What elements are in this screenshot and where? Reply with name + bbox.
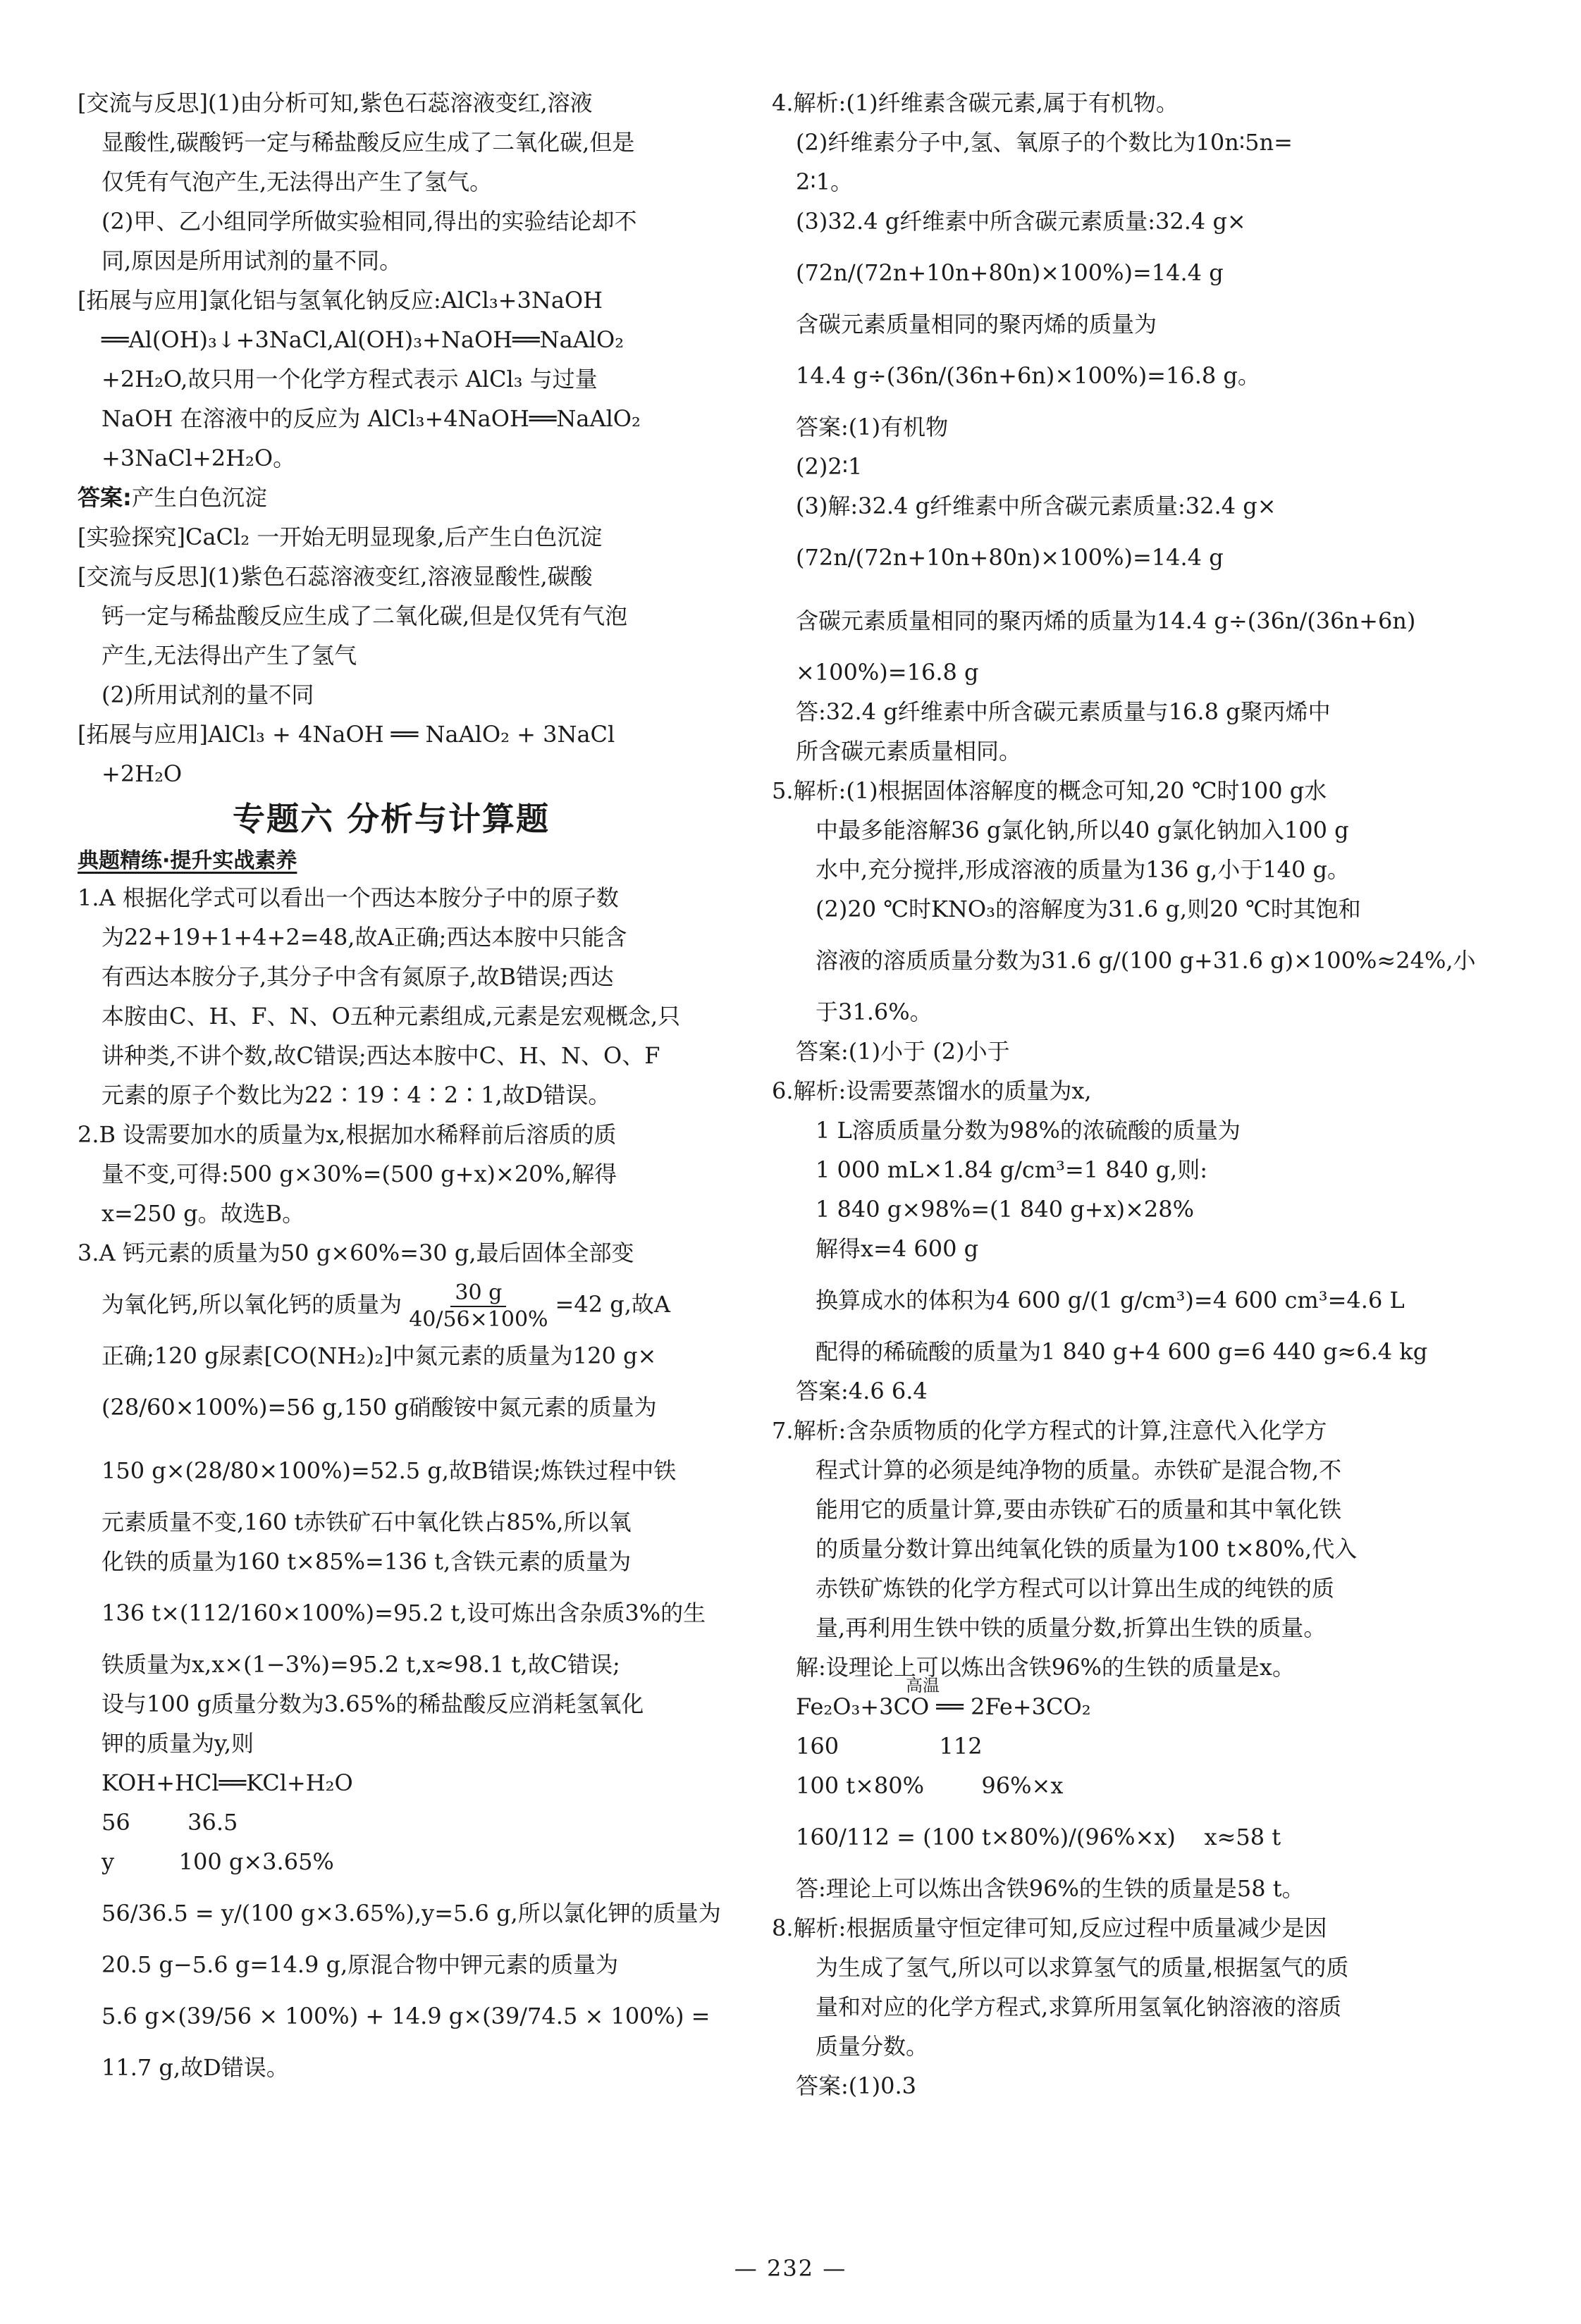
left-column	[78, 83, 721, 2087]
answer-line: 答案:(1)有机物	[796, 414, 949, 440]
question-8-line: 质量分数。	[816, 2033, 929, 2060]
question-2-line: 量不变,可得:500 g×30%=(500 g+x)×20%,解得	[101, 1161, 617, 1187]
answer-line: (72n/(72n+10n+80n)×100%)=14.4 g	[796, 544, 1224, 571]
text-line: NaOH 在溶液中的反应为 AlCl₃+4NaOH══NaAlO₂	[101, 405, 641, 432]
section-title: 专题六 分析与计算题	[232, 800, 550, 838]
question-3-line: 钾的质量为y,则	[101, 1730, 254, 1757]
question-6-line: 配得的稀硫酸的质量为1 840 g+4 600 g=6 440 g≈6.4 kg	[816, 1338, 1428, 1365]
question-7-line: 解:设理论上可以炼出含铁96%的生铁的质量是x。	[796, 1654, 1295, 1681]
answer-label: 答案:	[78, 484, 132, 511]
answer-line	[78, 478, 705, 517]
answer-line: +2H₂O	[101, 760, 183, 787]
question-4-line: (72n/(72n+10n+80n)×100%)=14.4 g	[796, 259, 1224, 286]
text-line: 仅凭有气泡产生,无法得出产生了氢气。	[101, 168, 493, 195]
answer-line: (3)解:32.4 g纤维素中所含碳元素质量:32.4 g×	[796, 493, 1277, 519]
text-span: 为氧化钙,所以氧化钙的质量为	[101, 1291, 402, 1318]
text-line: (2)甲、乙小组同学所做实验相同,得出的实验结论却不	[101, 208, 637, 235]
question-8-line: 为生成了氢气,所以可以求算氢气的质量,根据氢气的质	[816, 1954, 1349, 1981]
question-1-line: 1.A 根据化学式可以看出一个西达本胺分子中的原子数	[78, 884, 619, 911]
question-6-line: 换算成水的体积为4 600 g/(1 g/cm³)=4 600 cm³=4.6 L	[816, 1287, 1405, 1314]
fraction-denominator: 40/56×100%	[409, 1306, 548, 1332]
question-5-line: 于31.6%。	[816, 999, 933, 1025]
text-line: [拓展与应用]氯化铝与氢氧化钠反应:AlCl₃+3NaOH	[78, 287, 603, 314]
question-3-line: 150 g×(28/80×100%)=52.5 g,故B错误;炼铁过程中铁	[101, 1457, 677, 1484]
answer-line: 含碳元素质量相同的聚丙烯的质量为14.4 g÷(36n/(36n+6n)	[796, 607, 1416, 634]
question-6-line: 1 840 g×98%=(1 840 g+x)×28%	[816, 1196, 1195, 1223]
answer-line: 所含碳元素质量相同。	[796, 738, 1022, 765]
text-line: +3NaCl+2H₂O。	[101, 445, 296, 471]
answer-line: 答:理论上可以炼出含铁96%的生铁的质量是58 t。	[796, 1875, 1305, 1902]
question-2-line: 2.B 设需要加水的质量为x,根据加水稀释前后溶质的质	[78, 1121, 617, 1148]
answer-line: (2)2∶1	[796, 453, 863, 480]
question-3-line: 56/36.5 = y/(100 g×3.65%),y=5.6 g,所以氯化钾的质量为	[101, 1900, 721, 1927]
condition-label: 高温	[906, 1676, 940, 1695]
equation-line: KOH+HCl══KCl+H₂O	[101, 1769, 353, 1796]
question-3-line: 5.6 g×(39/56 × 100%) + 14.9 g×(39/74.5 × 100%) =	[101, 2003, 710, 2029]
question-1-line: 讲种类,不讲个数,故C错误;西达本胺中C、H、N、O、F	[101, 1042, 660, 1069]
question-1-line: 元素的原子个数比为22∶19∶4∶2∶1,故D错误。	[101, 1082, 611, 1108]
text-line: ══Al(OH)₃↓+3NaCl,Al(OH)₃+NaOH══NaAlO₂	[101, 326, 625, 353]
answer-line: 答案:4.6 6.4	[796, 1378, 928, 1404]
text-line: 同,原因是所用试剂的量不同。	[101, 247, 402, 274]
question-6-line: 1 000 mL×1.84 g/cm³=1 840 g,则:	[816, 1156, 1208, 1183]
equation-line: 100 t×80% 96%×x	[796, 1772, 1064, 1799]
text-line: [交流与反思](1)由分析可知,紫色石蕊溶液变红,溶液	[78, 89, 593, 116]
question-4-line: 14.4 g÷(36n/(36n+6n)×100%)=16.8 g。	[796, 362, 1260, 389]
answer-line: 答案:(1)0.3	[796, 2072, 917, 2099]
question-7-line: 量,再利用生铁中铁的质量分数,折算出生铁的质量。	[816, 1614, 1327, 1641]
answer-line: 答案:(1)小于 (2)小于	[796, 1038, 1010, 1065]
question-7-line: 能用它的质量计算,要由赤铁矿石的质量和其中氧化铁	[816, 1496, 1342, 1523]
equation-line: 56 36.5	[101, 1809, 238, 1836]
question-3-fraction-line	[78, 1273, 705, 1336]
question-3-line: 铁质量为x,x×(1−3%)=95.2 t,x≈98.1 t,故C错误;	[101, 1651, 620, 1678]
question-5-line: 溶液的溶质质量分数为31.6 g/(100 g+31.6 g)×100%≈24%,小	[816, 947, 1476, 974]
answer-line: 产生,无法得出产生了氢气	[101, 642, 357, 669]
answer-line: [实验探究]CaCl₂ 一开始无明显现象,后产生白色沉淀	[78, 524, 603, 550]
equation-text: Fe₂O₃+3CO ══ 2Fe+3CO₂	[796, 1693, 1091, 1720]
answer-line: 答:32.4 g纤维素中所含碳元素质量与16.8 g聚丙烯中	[796, 698, 1331, 725]
question-3-line: 20.5 g−5.6 g=14.9 g,原混合物中钾元素的质量为	[101, 1951, 619, 1978]
question-3-line: (28/60×100%)=56 g,150 g硝酸铵中氮元素的质量为	[101, 1394, 657, 1421]
text-span: =42 g,故A	[555, 1291, 671, 1318]
question-6-line: 1 L溶质质量分数为98%的浓硫酸的质量为	[816, 1117, 1241, 1144]
question-4-line: (3)32.4 g纤维素中所含碳元素质量:32.4 g×	[796, 208, 1246, 235]
equation-line	[772, 1676, 1431, 1726]
question-5-line: 5.解析:(1)根据固体溶解度的概念可知,20 ℃时100 g水	[772, 777, 1327, 804]
text-line: 显酸性,碳酸钙一定与稀盐酸反应生成了二氧化碳,但是	[101, 129, 635, 156]
answer-line: [交流与反思](1)紫色石蕊溶液变红,溶液显酸性,碳酸	[78, 563, 593, 590]
question-5-line: 中最多能溶解36 g氯化钠,所以40 g氯化钠加入100 g	[816, 817, 1349, 843]
question-4-line: 4.解析:(1)纤维素含碳元素,属于有机物。	[772, 89, 1179, 116]
question-3-line: 化铁的质量为160 t×85%=136 t,含铁元素的质量为	[101, 1548, 632, 1575]
question-1-line: 为22+19+1+4+2=48,故A正确;西达本胺中只能含	[101, 924, 627, 951]
answer-line: ×100%)=16.8 g	[796, 659, 979, 686]
text-line: +2H₂O,故只用一个化学方程式表示 AlCl₃ 与过量	[101, 366, 598, 393]
question-4-line: (2)纤维素分子中,氢、氧原子的个数比为10n∶5n=	[796, 129, 1293, 156]
question-4-line: 含碳元素质量相同的聚丙烯的质量为	[796, 311, 1157, 338]
question-1-line: 有西达本胺分子,其分子中含有氮原子,故B错误;西达	[101, 963, 614, 990]
answer-line: 钙一定与稀盐酸反应生成了二氧化碳,但是仅凭有气泡	[101, 602, 628, 629]
right-column	[772, 83, 1476, 2106]
question-3-line: 设与100 g质量分数为3.65%的稀盐酸反应消耗氢氧化	[101, 1691, 644, 1717]
equation-line: 160 112	[796, 1733, 983, 1760]
question-7-line: 赤铁矿炼铁的化学方程式可以计算出生成的纯铁的质	[816, 1575, 1335, 1602]
question-5-line: 水中,充分搅拌,形成溶液的质量为136 g,小于140 g。	[816, 856, 1350, 883]
question-3-line: 正确;120 g尿素[CO(NH₂)₂]中氮元素的质量为120 g×	[101, 1342, 657, 1369]
question-7-line: 程式计算的必须是纯净物的质量。赤铁矿是混合物,不	[816, 1457, 1342, 1483]
question-5-line: (2)20 ℃时KNO₃的溶解度为31.6 g,则20 ℃时其饱和	[816, 896, 1361, 922]
question-7-line: 7.解析:含杂质物质的化学方程式的计算,注意代入化学方	[772, 1417, 1327, 1444]
question-8-line: 量和对应的化学方程式,求算所用氢氧化钠溶液的溶质	[816, 1994, 1342, 2020]
equation-line: 160/112 = (100 t×80%)/(96%×x) x≈58 t	[796, 1824, 1281, 1850]
page-number: — 232 —	[734, 2255, 847, 2282]
question-6-line: 解得x=4 600 g	[816, 1235, 979, 1262]
question-4-line: 2∶1。	[796, 168, 854, 195]
fraction-numerator: 30 g	[450, 1280, 506, 1307]
question-3-line: 元素质量不变,160 t赤铁矿石中氧化铁占85%,所以氧	[101, 1509, 632, 1535]
question-3-line: 11.7 g,故D错误。	[101, 2054, 289, 2081]
equation-line: y 100 g×3.65%	[101, 1848, 334, 1875]
question-2-line: x=250 g。故选B。	[101, 1200, 305, 1227]
question-7-line: 的质量分数计算出纯氧化铁的质量为100 t×80%,代入	[816, 1535, 1358, 1562]
question-3-line: 136 t×(112/160×100%)=95.2 t,设可炼出含杂质3%的生	[101, 1600, 706, 1626]
answer-line: [拓展与应用]AlCl₃ + 4NaOH ══ NaAlO₂ + 3NaCl	[78, 721, 615, 748]
question-8-line: 8.解析:根据质量守恒定律可知,反应过程中质量减少是因	[772, 1915, 1327, 1941]
sub-title: 典题精练·提升实战素养	[78, 848, 297, 873]
question-3-line: 3.A 钙元素的质量为50 g×60%=30 g,最后固体全部变	[78, 1240, 634, 1266]
question-1-line: 本胺由C、H、F、N、O五种元素组成,元素是宏观概念,只	[101, 1003, 681, 1030]
answer-text: 产生白色沉淀	[131, 484, 267, 511]
question-6-line: 6.解析:设需要蒸馏水的质量为x,	[772, 1077, 1092, 1104]
fraction	[405, 1280, 552, 1333]
answer-line: (2)所用试剂的量不同	[101, 681, 314, 708]
